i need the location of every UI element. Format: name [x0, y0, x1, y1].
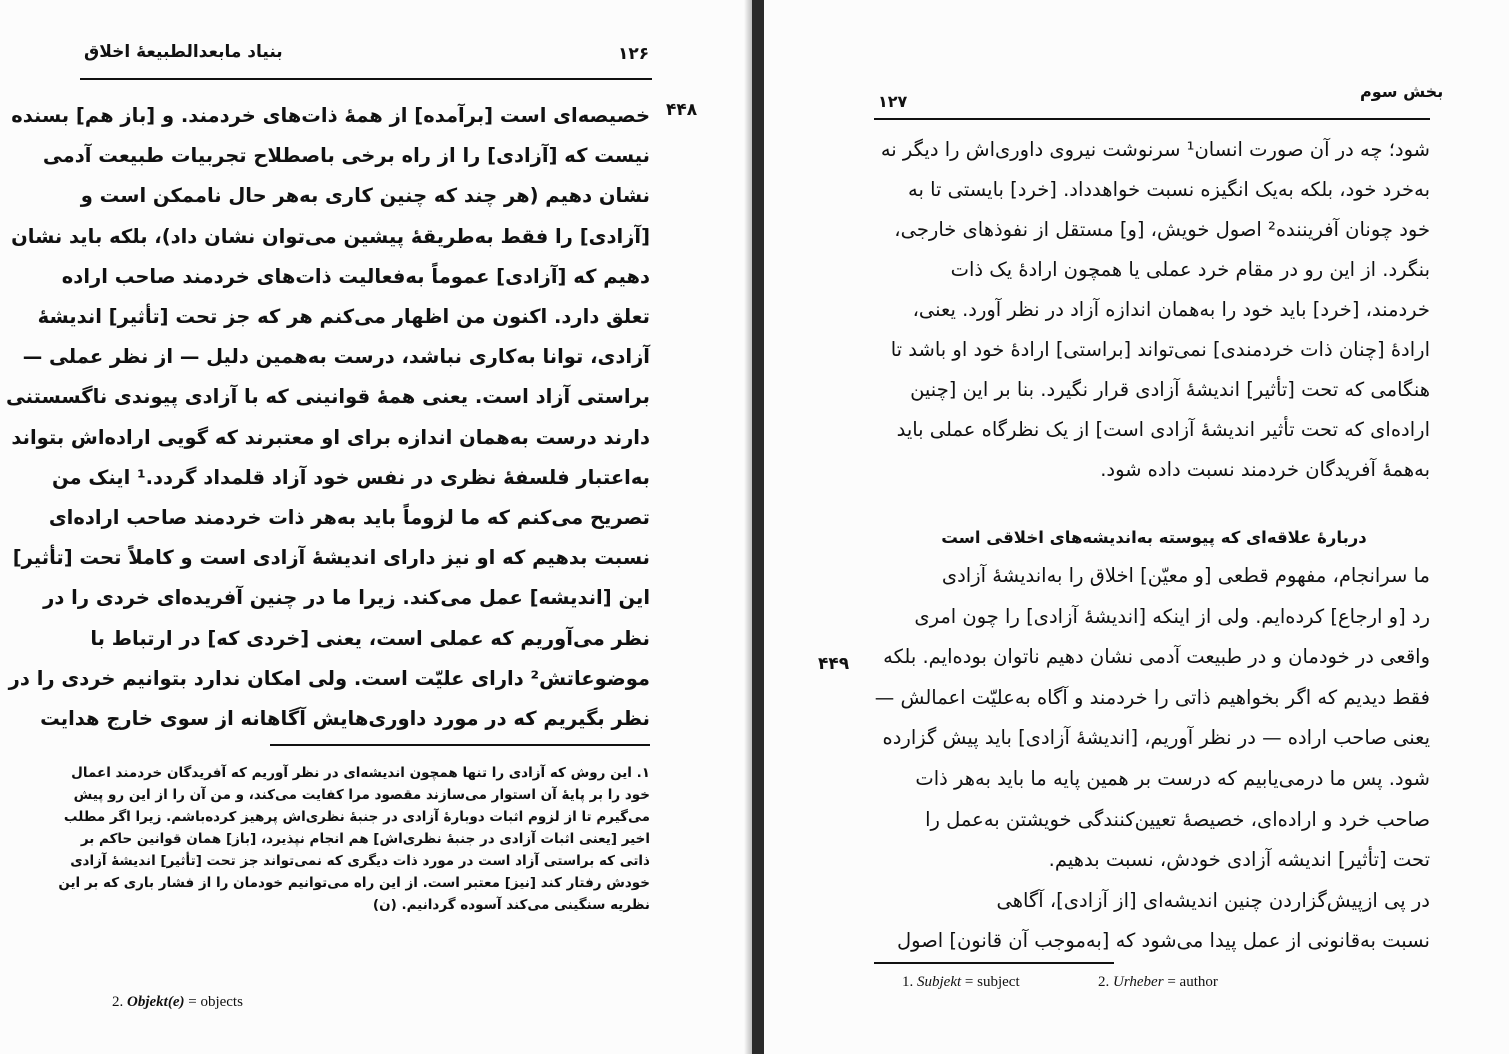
text-line: موضوعاتش² دارای علیّت است. ولی امکان ندارد بتوانیم خردی را در	[8, 666, 650, 690]
gutter-shadow	[744, 0, 752, 1054]
text-line: صاحب خرد و اراده‌ای، خصیصهٔ تعیین‌کنندگی خویشتن به‌عمل را	[925, 807, 1430, 831]
footnote-line: ۱. این روش که آزادی را تنها همچون اندیشه‌ای در نظر آوریم که آفریدگان خردمند اعمال	[71, 765, 650, 781]
footnote-rule	[874, 962, 1114, 964]
footnote-line: خودش رفتار کند [نیز] معتبر است. از این راه می‌توانیم خودمان را از فشار باری که بر این	[58, 875, 650, 891]
footnote-number: 2.	[1098, 974, 1110, 990]
footnote-equals: =	[188, 994, 197, 1010]
text-line: بنگرد. از این رو در مقام خرد عملی یا همچون ارادهٔ یک ذات	[950, 258, 1430, 281]
main-text-bottom	[874, 556, 1430, 962]
footnote-line: خود را بر پایهٔ آن استوار می‌سازند مقصود مرا کفایت می‌کند، و من آن را از این رو پیش	[73, 787, 650, 803]
text-line: فقط دیدیم که اگر بخواهیم ذاتی را خردمند و آگاه به‌علیّت اعمالش —	[874, 685, 1430, 709]
text-line: تعلق دارد. اکنون من اظهار می‌کنم هر که جز تحت [تأثیر] اندیشهٔ	[37, 305, 650, 329]
footnote-line: اخیر [یعنی اثبات آزادی در جنبهٔ نظری‌اش] هم انجام نپذیرد، [باز] همان قوانین حاکم بر	[80, 831, 650, 847]
text-line: یعنی صاحب اراده — در نظر آوریم، [اندیشهٔ آزادی] باید پیش گزارده	[882, 726, 1430, 750]
text-line: تصریح می‌کنم که ما لزوماً باید به‌هر ذات خردمند صاحب اراده‌ای	[48, 506, 650, 530]
right-page	[764, 0, 1509, 1054]
text-line: به‌اعتبار فلسفهٔ نظری در نفس خود آزاد قلمداد گردد.¹ اینک من	[51, 465, 650, 489]
section-heading: دربارهٔ علاقه‌ای که پیوسته به‌اندیشه‌های اخلاقی است	[941, 528, 1367, 547]
footnote-translation: objects	[200, 994, 243, 1010]
main-text-top	[874, 130, 1430, 490]
footnote-1	[58, 762, 650, 916]
text-line: نظر بگیریم که در مورد داوری‌هایش آگاهانه از سوی خارج هدایت	[40, 707, 650, 731]
footnote-term: Objekt(e)	[127, 994, 185, 1010]
text-line: براستی آزاد است. یعنی همهٔ قوانینی که با آزادی پیوندی ناگسستنی	[5, 385, 650, 409]
text-line: هنگامی که تحت [تأثیر] اندیشهٔ آزادی قرار نگیرد. بنا بر این [چنین	[910, 378, 1430, 401]
text-line: تحت [تأثیر] اندیشه آزادی خودش، نسبت بدهیم.	[1048, 848, 1430, 872]
running-header-title: بنیاد مابعدالطبیعهٔ اخلاق	[84, 42, 283, 62]
text-line: شود. پس ما درمی‌یابیم که درست بر همین پایه ما باید به‌هر ذات	[915, 766, 1430, 790]
footnote-number: 2.	[112, 994, 124, 1010]
margin-number: ۴۴۹	[818, 654, 850, 674]
text-line: اراده‌ای که تحت تأثیر اندیشهٔ آزادی است] از یک نظرگاه عملی باید	[896, 418, 1430, 441]
text-line: خود چونان آفریننده² اصول خویش، [و] مستقل از نفوذهای خارجی،	[894, 218, 1430, 241]
footnote-translation: subject	[977, 974, 1020, 990]
page-number: ۱۲۶	[618, 44, 650, 64]
text-line: [آزادی] را فقط به‌طریقهٔ پیشین می‌توان نشان داد)، بلکه باید نشان	[11, 224, 650, 248]
text-line: نسبت بدهیم که او نیز دارای اندیشهٔ آزادی است و کاملاً تحت [تأثیر]	[12, 546, 650, 570]
footnote-equals: =	[964, 974, 974, 990]
footnote-rule	[270, 744, 650, 746]
text-line: ارادهٔ [چنان ذات خردمندی] نمی‌تواند [براستی] ارادهٔ خود او باشد تا	[890, 338, 1430, 361]
header-rule	[80, 78, 652, 80]
text-line: آزادی، توانا به‌کاری نباشد، درست به‌همین دلیل — از نظر عملی —	[22, 345, 650, 369]
footnote-2	[112, 994, 243, 1011]
footnote-equals: =	[1167, 974, 1176, 990]
text-line: به‌خرد خود، بلکه به‌یک انگیزه نسبت خواهدداد. [خرد] بایستی تا به	[907, 178, 1430, 201]
footnote-line: نظریه سنگینی می‌کند آسوده گردانیم. (ن)	[372, 897, 650, 913]
text-line: نسبت به‌قانونی از عمل پیدا می‌شود که [به‌موجب آن قانون] اصول	[896, 929, 1430, 953]
text-line: نیست که [آزادی] را از راه برخی باصطلاح تجربیات طبیعت آدمی	[42, 144, 650, 168]
footnote-translation: author	[1179, 974, 1218, 990]
text-line: به‌همهٔ آفریدگان خردمند نسبت داده شود.	[1100, 458, 1430, 481]
text-line: خصیصه‌ای است [برآمده] از همهٔ ذات‌های خردمند. و [باز هم] بسنده	[11, 104, 650, 127]
footnote-term: Subjekt	[917, 974, 962, 990]
text-line: نشان دهیم (هر چند که چنین کاری به‌هر حال ناممکن است و	[80, 184, 650, 208]
text-line: واقعی در خودمان و در طبیعت آدمی نشان دهیم ناتوان بوده‌ایم. بلکه	[883, 645, 1430, 669]
text-line: دهیم که [آزادی] عموماً به‌فعالیت ذات‌های خردمند صاحب اراده	[61, 264, 650, 288]
book-spine	[752, 0, 764, 1054]
footnote-term: Urheber	[1113, 974, 1164, 990]
left-page	[0, 0, 752, 1054]
text-line: این [اندیشه] عمل می‌کند. زیرا ما در چنین آفریده‌ای خردی را در	[43, 586, 650, 610]
text-line: نظر می‌آوریم که عملی است، یعنی [خردی که] در ارتباط با	[90, 626, 650, 650]
text-line: ما سرانجام، مفهوم قطعی [و معیّن] اخلاق را به‌اندیشهٔ آزادی	[941, 564, 1430, 587]
footnote-1	[902, 974, 1020, 991]
text-line: شود؛ چه در آن صورت انسان¹ سرنوشت نیروی داوری‌اش را دیگر نه	[880, 138, 1430, 161]
page-number: ۱۲۷	[878, 92, 908, 111]
footnote-2	[1098, 974, 1218, 991]
footnote-line: ذاتی که براستی آزاد است در مورد ذات دیگری که نمی‌تواند جز تحت [تأثیر] اندیشهٔ آزادی	[70, 853, 650, 869]
footnote-line: می‌گیرم تا از لزوم اثبات دوبارهٔ آزادی در جنبهٔ نظری‌اش پرهیز کرده‌باشم. زیرا اگر مطلب	[63, 809, 650, 825]
footnote-number: 1.	[902, 974, 914, 990]
text-line: خردمند، [خرد] باید خود را به‌همان اندازه آزاد در نظر آورد. یعنی،	[912, 298, 1430, 321]
main-text	[5, 96, 650, 739]
running-header-title: بخش سوم	[1360, 82, 1444, 101]
text-line: دارند درست به‌همان اندازه برای او معتبرند که گویی اراده‌اش بتواند	[11, 425, 650, 449]
text-line: رد [و ارجاع] کرده‌ایم. ولی از اینکه [اندیشهٔ آزادی] را چون امری	[914, 604, 1430, 628]
margin-number: ۴۴۸	[666, 100, 698, 120]
header-rule	[874, 118, 1430, 120]
text-line: در پی ازپیش‌گزاردن چنین اندیشه‌ای [از آزادی]، آگاهی	[996, 888, 1430, 912]
